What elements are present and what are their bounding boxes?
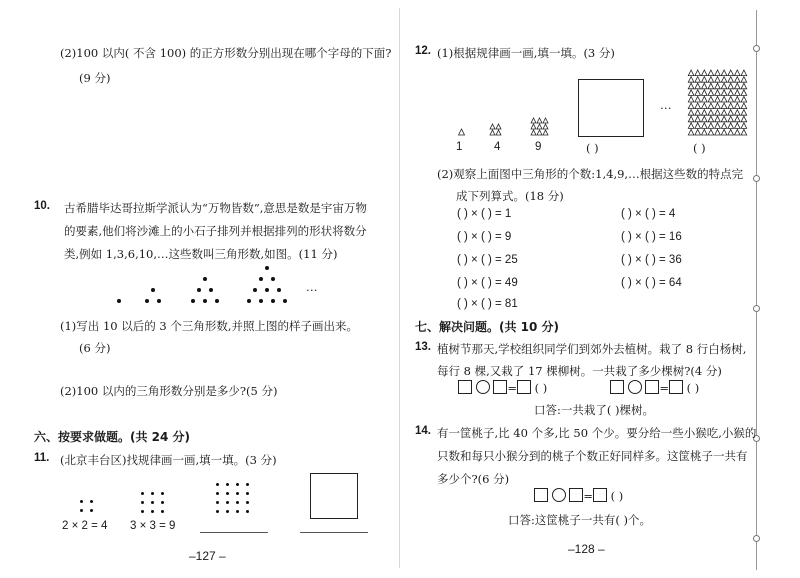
triangle-mark: [728, 129, 734, 135]
triangle-mark: [695, 83, 701, 89]
triangle-mark: [695, 103, 701, 109]
q14-line3: 多少个?(6 分): [437, 472, 510, 486]
triangle-mark: [735, 90, 741, 96]
triangle-mark: [728, 116, 734, 122]
blank-square[interactable]: [493, 380, 507, 394]
triangle-mark: [728, 70, 734, 76]
operator-circle[interactable]: [476, 380, 490, 394]
section-6-heading: 六、按要求做题。(共 24 分): [34, 430, 191, 444]
triangle-mark: [688, 83, 694, 89]
blank-square[interactable]: [669, 380, 683, 394]
triangle-mark: [721, 90, 727, 96]
q14-line2: 只数和每只小猴分到的桃子个数正好同样多。这筐桃子一共有: [437, 449, 748, 463]
equation[interactable]: ( ) × ( ) = 49: [457, 277, 518, 289]
q14-answer[interactable]: 口答:这筐桃子一共有( )个。: [508, 513, 652, 527]
q12-ellipsis: …: [660, 98, 672, 112]
triangle-mark: [688, 70, 694, 76]
triangle-mark: [741, 70, 747, 76]
triangle-mark: [715, 96, 721, 102]
triangle-mark: [728, 123, 734, 129]
section-7-heading: 七、解决问题。(共 10 分): [415, 320, 560, 334]
blank-square[interactable]: [593, 488, 607, 502]
triangle-mark: [695, 123, 701, 129]
triangle-mark: [721, 77, 727, 83]
triangle-mark: [688, 90, 694, 96]
triangle-mark: [531, 118, 536, 123]
triangle-mark: [715, 83, 721, 89]
q12-empty-box: [578, 79, 644, 137]
blank-square[interactable]: [458, 380, 472, 394]
triangle-mark: [459, 129, 465, 135]
triangle-mark: [721, 70, 727, 76]
triangle-mark: [715, 90, 721, 96]
blank-square[interactable]: [517, 380, 531, 394]
triangle-mark: [708, 103, 714, 109]
triangle-mark: [728, 103, 734, 109]
triangle-mark: [702, 90, 708, 96]
triangle-mark: [695, 90, 701, 96]
operator-circle[interactable]: [628, 380, 642, 394]
q10-line1: 古希腊毕达哥拉斯学派认为“万物皆数”,意思是数是宇宙万物: [64, 201, 367, 215]
q12-sub1-text: (1)根据规律画一画,填一填。(3 分): [437, 46, 615, 60]
q12-count-2: 4: [494, 141, 501, 153]
q10-number: 10.: [34, 200, 50, 212]
triangle-mark: [702, 110, 708, 116]
triangle-mark: [537, 124, 542, 129]
triangle-mark: [688, 116, 694, 122]
page-number-left: –127 –: [189, 549, 226, 563]
triangle-mark: [728, 110, 734, 116]
triangle-mark: [702, 96, 708, 102]
triangle-mark: [728, 77, 734, 83]
triangle-mark: [702, 116, 708, 122]
q13-number: 13.: [415, 341, 431, 353]
triangle-mark: [688, 77, 694, 83]
q12-number: 12.: [415, 45, 431, 57]
q10-sub1-text: (1)写出 10 以后的 3 个三角形数,并照上图的样子画出来。: [60, 319, 359, 333]
triangle-mark: [735, 96, 741, 102]
equation[interactable]: ( ) × ( ) = 81: [457, 298, 518, 310]
triangle-mark: [695, 77, 701, 83]
triangle-mark: [715, 129, 721, 135]
triangle-mark: [741, 96, 747, 102]
triangle-mark: [735, 116, 741, 122]
triangle-mark: [715, 123, 721, 129]
equation[interactable]: ( ) × ( ) = 9: [457, 231, 512, 243]
q11-text: (北京丰台区)找规律画一画,填一填。(3 分): [60, 453, 277, 467]
triangle-mark: [735, 103, 741, 109]
triangle-mark: [702, 103, 708, 109]
blank-square[interactable]: [610, 380, 624, 394]
q14-line1: 有一筐桃子,比 40 个多,比 50 个少。要分给一些小猴吃,小猴的: [437, 426, 757, 440]
triangle-mark: [708, 123, 714, 129]
page-number-right: –128 –: [568, 542, 605, 556]
equation[interactable]: ( ) × ( ) = 25: [457, 254, 518, 266]
triangle-mark: [721, 83, 727, 89]
triangle-mark: [688, 110, 694, 116]
triangle-mark: [531, 124, 536, 129]
triangle-mark: [537, 118, 542, 123]
triangle-mark: [721, 116, 727, 122]
triangle-mark: [741, 103, 747, 109]
triangle-mark: [741, 129, 747, 135]
triangle-mark: [741, 90, 747, 96]
triangle-mark: [728, 90, 734, 96]
triangle-mark: [708, 96, 714, 102]
equation[interactable]: ( ) × ( ) = 16: [621, 231, 682, 243]
triangle-mark: [735, 123, 741, 129]
triangle-mark: [695, 110, 701, 116]
q12-count-3: 9: [535, 141, 542, 153]
q14-number: 14.: [415, 425, 431, 437]
q10-ellipsis: …: [306, 280, 318, 294]
triangle-mark: [715, 116, 721, 122]
triangle-mark: [708, 83, 714, 89]
q10-line3: 类,例如 1,3,6,10,…这些数叫三角形数,如图。(11 分): [64, 247, 338, 261]
triangle-mark: [728, 96, 734, 102]
q14-formula[interactable]: [534, 488, 623, 503]
triangle-mark: [708, 129, 714, 135]
triangle-mark: [741, 110, 747, 116]
triangle-mark: [708, 116, 714, 122]
q13-formula-1[interactable]: [458, 380, 547, 395]
triangle-mark: [721, 123, 727, 129]
triangle-mark: [715, 110, 721, 116]
blank-square[interactable]: [534, 488, 548, 502]
q12-blank-1[interactable]: ( ): [586, 141, 599, 155]
triangle-mark: [702, 123, 708, 129]
blank-square[interactable]: [645, 380, 659, 394]
triangle-mark: [735, 70, 741, 76]
q13-formula-2[interactable]: [610, 380, 699, 395]
triangle-mark: [695, 96, 701, 102]
unit-blank[interactable]: ( ): [610, 489, 624, 503]
q10-sub1-score: (6 分): [79, 341, 111, 355]
unit-blank[interactable]: ( ): [534, 381, 548, 395]
triangle-mark: [741, 83, 747, 89]
triangle-mark: [688, 129, 694, 135]
q9-sub2-score: (9 分): [79, 71, 111, 85]
q12-sub2-line2: 成下列算式。(18 分): [456, 189, 564, 203]
triangle-mark: [735, 110, 741, 116]
triangle-mark: [490, 130, 495, 135]
triangle-mark: [688, 96, 694, 102]
triangle-mark: [537, 130, 542, 135]
triangle-mark: [688, 123, 694, 129]
triangle-mark: [715, 103, 721, 109]
q11-number: 11.: [34, 452, 50, 464]
q10-sub2-text: (2)100 以内的三角形数分别是多少?(5 分): [60, 384, 278, 398]
triangle-mark: [728, 83, 734, 89]
equation[interactable]: ( ) × ( ) = 4: [621, 208, 676, 220]
q12-blank-2[interactable]: ( ): [693, 141, 706, 155]
triangle-mark: [702, 83, 708, 89]
q9-sub2-text: (2)100 以内( 不含 100) 的正方形数分别出现在哪个字母的下面?: [60, 46, 392, 60]
triangle-mark: [708, 77, 714, 83]
triangle-mark: [702, 129, 708, 135]
triangle-mark: [543, 124, 548, 129]
triangle-mark: [715, 77, 721, 83]
triangle-mark: [543, 130, 548, 135]
q12-sub2-line1: (2)观察上面图中三角形的个数:1,4,9,…根据这些数的特点完: [437, 167, 744, 181]
triangle-mark: [721, 110, 727, 116]
triangle-mark: [741, 123, 747, 129]
equation[interactable]: ( ) × ( ) = 64: [621, 277, 682, 289]
triangle-mark: [741, 116, 747, 122]
triangle-mark: [721, 129, 727, 135]
triangle-mark: [715, 70, 721, 76]
triangle-mark: [721, 103, 727, 109]
q11-label-2: 3 × 3 = 9: [130, 520, 176, 532]
triangle-mark: [695, 70, 701, 76]
triangle-mark: [735, 129, 741, 135]
triangle-mark: [496, 130, 501, 135]
unit-blank[interactable]: ( ): [686, 381, 700, 395]
q11-label-1: 2 × 2 = 4: [62, 520, 108, 532]
triangle-mark: [708, 70, 714, 76]
triangle-mark: [695, 129, 701, 135]
q13-line1: 植树节那天,学校组织同学们到郊外去植树。栽了 8 行白杨树,: [437, 342, 747, 356]
triangle-mark: [741, 77, 747, 83]
q13-line2: 每行 8 棵,又栽了 17 棵柳树。一共栽了多少棵树?(4 分): [437, 364, 722, 378]
q12-count-1: 1: [456, 141, 463, 153]
triangle-mark: [735, 83, 741, 89]
equals-sign: =: [583, 489, 593, 503]
blank-square[interactable]: [569, 488, 583, 502]
triangle-mark: [688, 103, 694, 109]
triangle-mark: [708, 110, 714, 116]
equals-sign: =: [507, 381, 517, 395]
operator-circle[interactable]: [552, 488, 566, 502]
equals-sign: =: [659, 381, 669, 395]
triangle-mark: [496, 124, 501, 129]
equation[interactable]: ( ) × ( ) = 1: [457, 208, 512, 220]
triangle-mark: [702, 77, 708, 83]
triangle-mark: [695, 116, 701, 122]
triangle-mark: [702, 70, 708, 76]
triangle-mark: [721, 96, 727, 102]
equation[interactable]: ( ) × ( ) = 36: [621, 254, 682, 266]
q10-line2: 的要素,他们将沙滩上的小石子排列并根据排列的形状将数分: [64, 224, 367, 238]
triangle-mark: [735, 77, 741, 83]
triangle-mark: [543, 118, 548, 123]
triangle-mark: [708, 90, 714, 96]
triangle-mark: [531, 130, 536, 135]
q13-answer[interactable]: 口答:一共栽了( )棵树。: [534, 403, 655, 417]
triangle-mark: [490, 124, 495, 129]
